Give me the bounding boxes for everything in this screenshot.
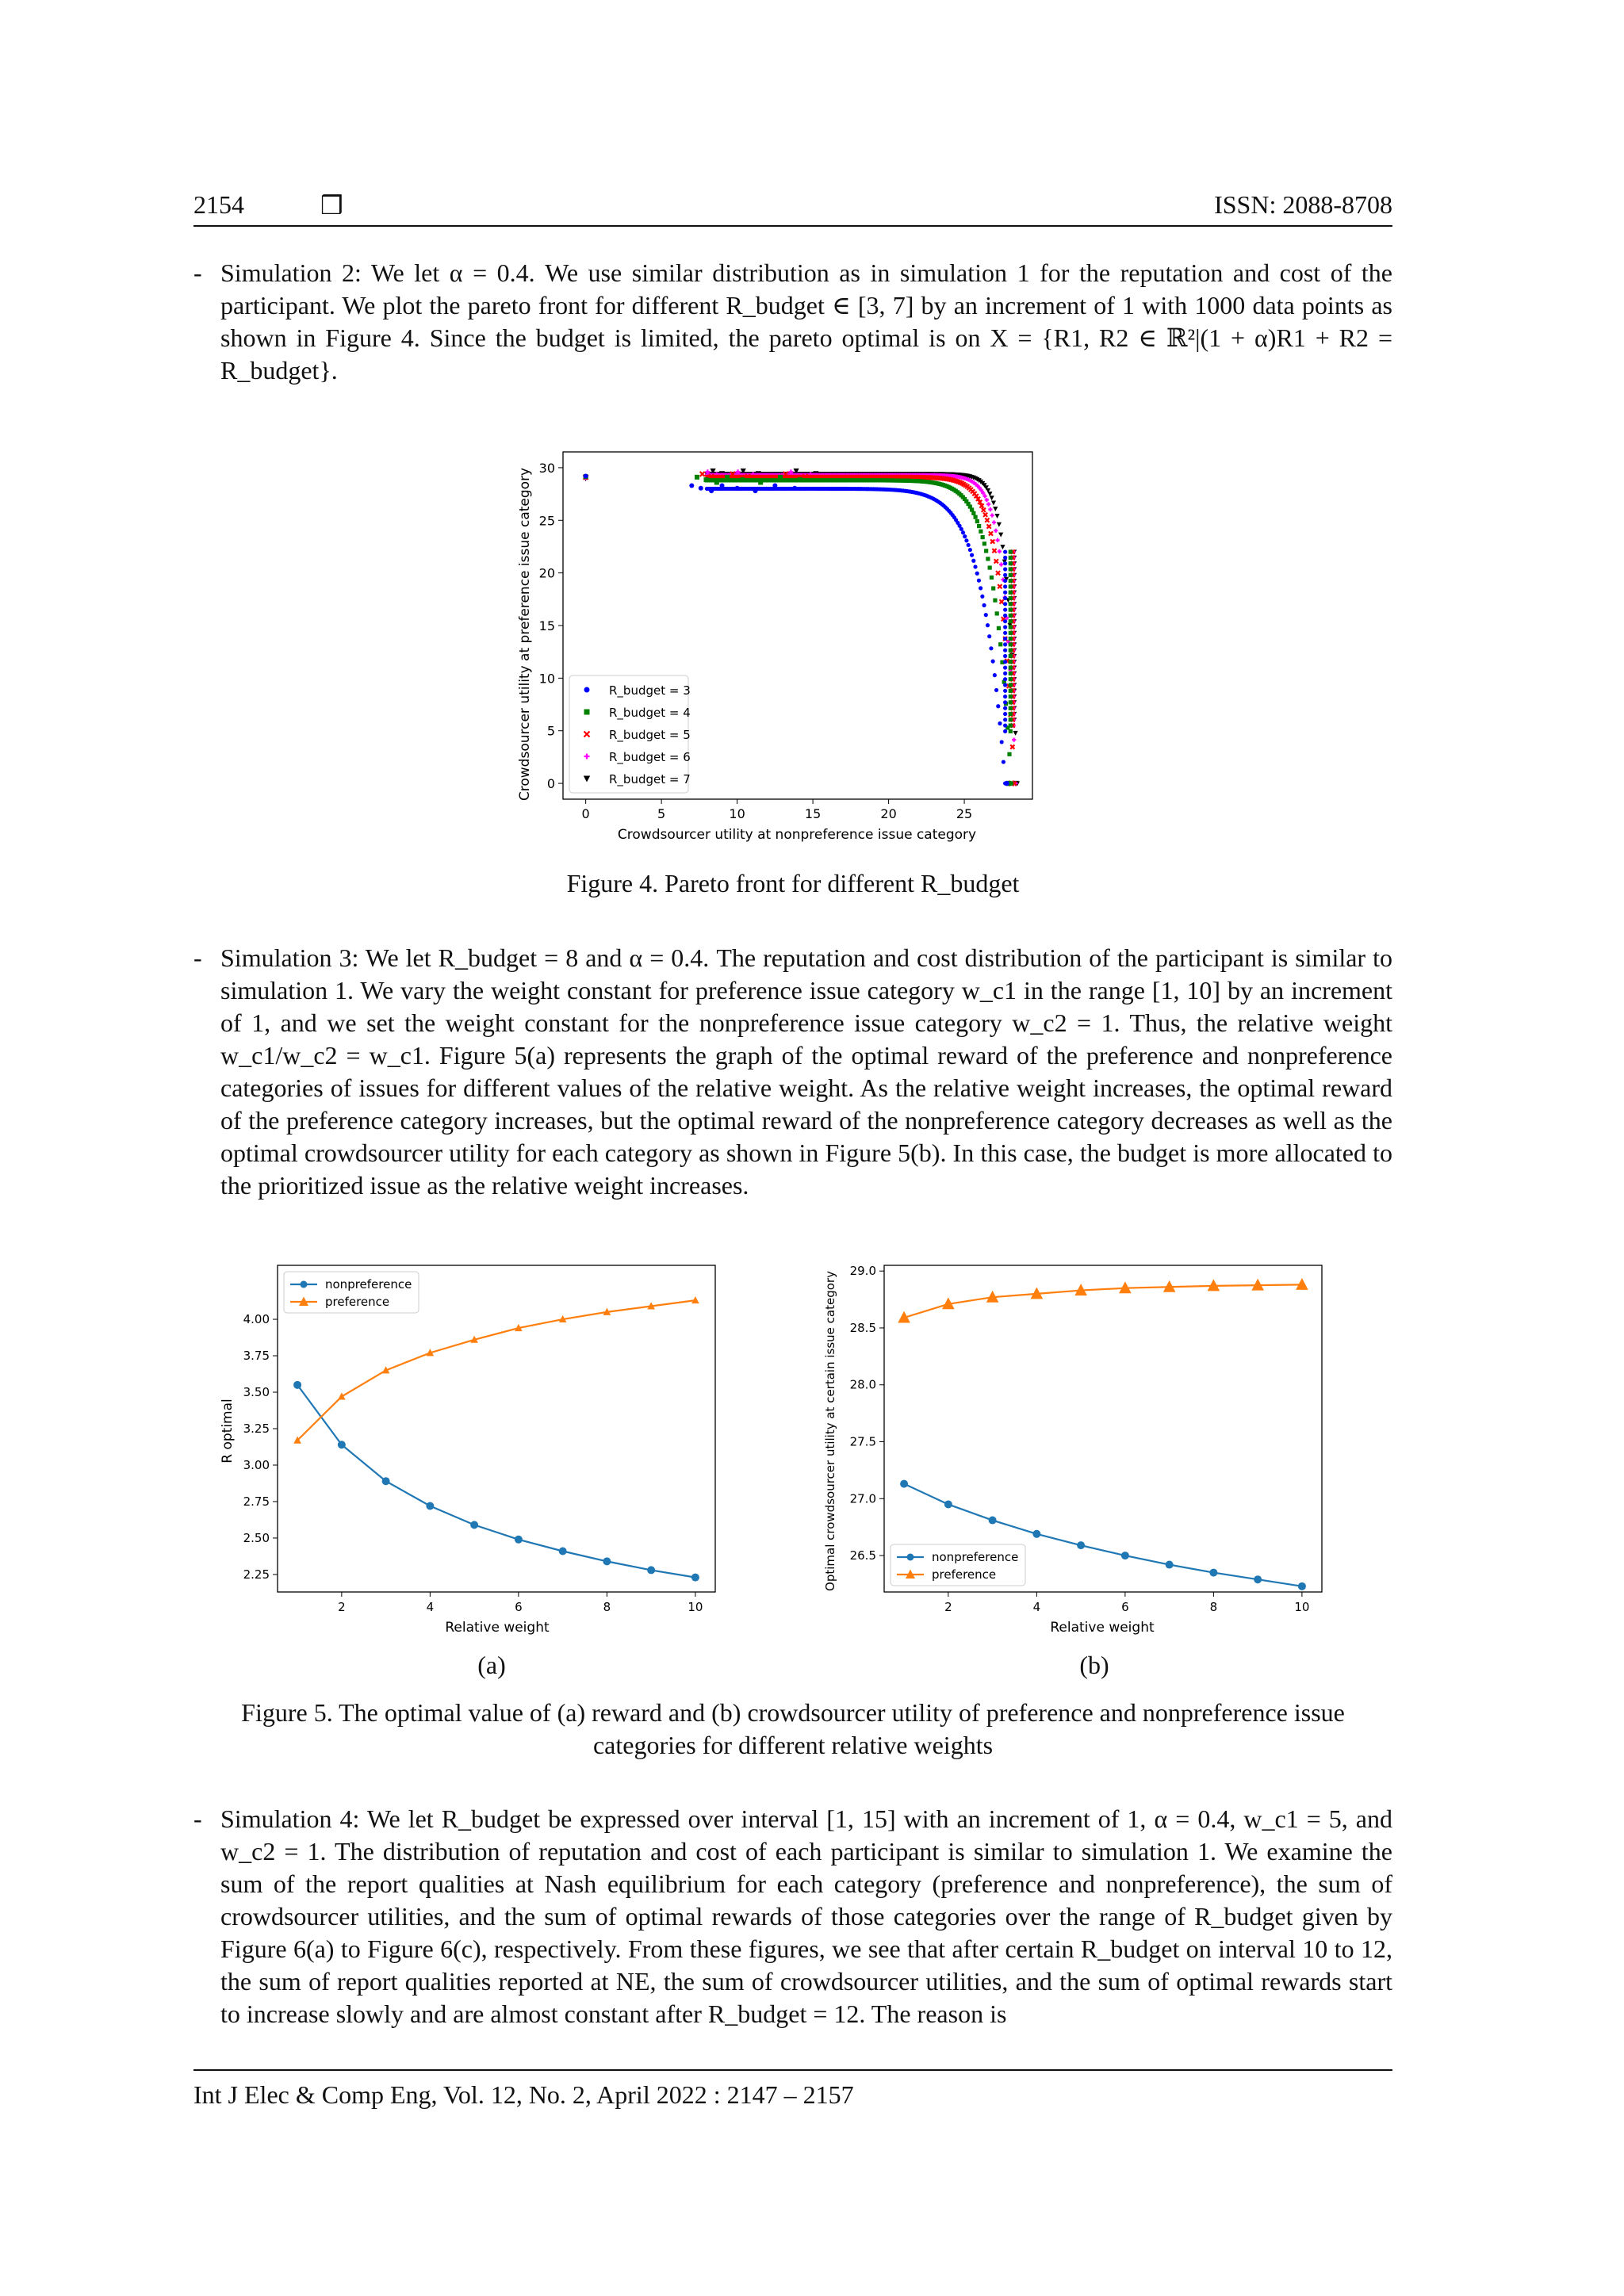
figure-5a-reward-chart <box>214 1253 730 1641</box>
pareto-point <box>1009 660 1013 664</box>
figure-5a-label: (a) <box>477 1651 506 1679</box>
pareto-point <box>1009 556 1013 560</box>
pareto-point <box>989 531 993 535</box>
y-tick-label: 2.50 <box>243 1530 270 1545</box>
pareto-point <box>1003 556 1007 560</box>
pareto-point <box>1003 625 1007 629</box>
pareto-point <box>1009 718 1013 721</box>
legend-marker <box>907 1554 914 1561</box>
page-number: 2154 <box>193 190 244 219</box>
legend-label: R_budget = 5 <box>609 728 691 742</box>
x-tick-label: 0 <box>581 806 590 821</box>
data-point <box>900 1480 908 1488</box>
x-tick-label: 5 <box>657 806 666 821</box>
list-dash: - <box>193 1804 202 1833</box>
y-tick-label: 28.0 <box>849 1377 876 1392</box>
pareto-point <box>584 474 588 479</box>
legend-marker <box>301 1281 308 1288</box>
pareto-point <box>735 486 740 491</box>
pareto-point <box>1009 642 1013 646</box>
pareto-point <box>1010 744 1014 748</box>
pareto-point <box>1003 689 1007 693</box>
pareto-point <box>709 488 714 493</box>
pareto-point <box>725 475 730 480</box>
pareto-point <box>1003 596 1007 600</box>
pareto-point <box>973 564 977 568</box>
pareto-point <box>988 507 992 511</box>
pareto-point <box>963 534 967 538</box>
pareto-point <box>1003 700 1007 704</box>
pareto-point <box>1003 665 1007 669</box>
pareto-point <box>980 595 984 599</box>
y-tick-label: 15 <box>538 618 555 633</box>
pareto-point <box>959 527 963 531</box>
pareto-point <box>1003 712 1007 716</box>
y-tick-label: 3.00 <box>243 1457 270 1472</box>
data-point <box>1298 1582 1306 1590</box>
pareto-point <box>993 673 997 677</box>
simulation-2-text: Simulation 2: We let α = 0.4. We use similar distribution as in simulation 1 for the reputation and cost of the participant. We plot the pareto front for different R_budget ∈ [3, 7] by an increment of 1 with 1000 data points as shown in Figure 4. Since the budget is limited, the pareto optimal is on X = {R1, R2 ∈ ℝ²|(1 + α)R1 + R2 = R_budget}. <box>220 258 1392 385</box>
pareto-point <box>700 472 705 476</box>
pareto-point <box>996 704 1000 708</box>
pareto-point <box>984 613 988 617</box>
pareto-point <box>994 559 998 563</box>
data-point <box>515 1536 523 1544</box>
legend-label: nonpreference <box>325 1277 412 1292</box>
footer-citation: Int J Elec & Comp Eng, Vol. 12, No. 2, April 2022 : 2147 – 2157 <box>193 2080 854 2109</box>
pareto-point <box>1009 637 1013 641</box>
data-point <box>989 1517 997 1525</box>
simulation-2-paragraph <box>193 257 1392 387</box>
list-dash: - <box>193 943 202 972</box>
pareto-point <box>983 513 987 517</box>
data-point <box>1032 1530 1040 1538</box>
pareto-point <box>1003 660 1007 664</box>
pareto-point <box>987 492 992 496</box>
pareto-point <box>1004 781 1009 786</box>
pareto-point <box>1003 631 1007 635</box>
journal-issn: ISSN: 2088-8708 <box>1214 190 1392 219</box>
pareto-point <box>990 540 994 544</box>
pareto-point <box>1003 549 1007 553</box>
pareto-point <box>981 535 985 539</box>
pareto-point <box>991 586 995 590</box>
x-tick-label: 2 <box>338 1600 346 1614</box>
data-point <box>382 1477 390 1485</box>
series-line <box>297 1385 695 1578</box>
pareto-point <box>703 477 708 482</box>
figure-5b-utility-chart <box>817 1253 1332 1641</box>
data-point <box>293 1381 301 1389</box>
pareto-point <box>998 584 1002 588</box>
pareto-point <box>1009 649 1013 652</box>
pareto-point <box>1009 602 1013 606</box>
x-tick-label: 4 <box>426 1600 435 1614</box>
pareto-point <box>977 524 981 528</box>
pareto-point <box>997 522 1002 527</box>
legend-label: R_budget = 6 <box>609 750 691 764</box>
data-point <box>338 1392 346 1399</box>
pareto-point <box>1007 752 1011 756</box>
y-tick-label: 30 <box>538 460 555 476</box>
y-tick-label: 4.00 <box>243 1312 270 1327</box>
data-point <box>691 1574 699 1582</box>
pareto-point <box>975 572 979 576</box>
pareto-point <box>1009 596 1013 600</box>
header-rule <box>193 225 1392 227</box>
data-point <box>1209 1569 1217 1577</box>
pareto-point <box>974 515 978 519</box>
pareto-point <box>987 634 991 638</box>
pareto-point <box>1003 591 1007 595</box>
data-point <box>603 1557 611 1565</box>
pareto-point <box>1009 683 1013 687</box>
pareto-point <box>1009 665 1013 669</box>
y-axis-label: R optimal <box>220 1399 236 1464</box>
pareto-point <box>1009 561 1013 565</box>
y-tick-label: 28.5 <box>849 1320 876 1335</box>
pareto-point <box>1000 740 1004 744</box>
data-point <box>1121 1552 1129 1559</box>
pareto-point <box>1003 706 1007 710</box>
pareto-point <box>1009 677 1013 681</box>
figure-4-pareto-chart <box>508 444 1047 848</box>
pareto-point <box>987 524 991 528</box>
series-line <box>904 1284 1302 1318</box>
plot-frame <box>884 1265 1322 1592</box>
pareto-point <box>993 507 998 511</box>
pareto-point <box>1009 712 1013 716</box>
pareto-point <box>714 480 719 484</box>
pareto-point <box>758 480 763 484</box>
pareto-point <box>968 548 972 552</box>
pareto-point <box>989 646 993 650</box>
pareto-point <box>1003 654 1007 658</box>
pareto-point <box>1009 573 1013 577</box>
pareto-point <box>753 488 758 493</box>
pareto-point <box>1013 731 1017 736</box>
x-tick-label: 8 <box>1209 1600 1218 1614</box>
x-tick-label: 25 <box>956 806 973 821</box>
simulation-4-text: Simulation 4: We let R_budget be expressed over interval [1, 15] with an increment of 1, α = 0.4, w_c1 = 5, and w_c2 = 1. The distribution of reputation and cost of each participant is similar to simulation 1. We examine the sum of the report qualities at Nash equilibrium for each category (preference and nonpreference), the sum of crowdsourcer utilities, and the sum of optimal rewards of those categories over the range of R_budget given by Figure 6(a) to Figure 6(c), respectively. From these figures, we see that after certain R_budget on interval 10 to 12, the sum of report qualities reported at NE, the sum of crowdsourcer utilities, and the sum of optimal rewards start to increase slowly and are almost constant after R_budget = 12. The reason is <box>220 1804 1392 2028</box>
pareto-point <box>988 565 992 569</box>
pareto-point <box>1009 619 1013 623</box>
x-axis-label: Crowdsourcer utility at nonpreference issue category <box>617 827 977 843</box>
legend-label: R_budget = 7 <box>609 772 691 786</box>
pareto-point <box>1003 579 1007 583</box>
data-point <box>1254 1575 1262 1583</box>
pareto-point <box>1009 614 1013 618</box>
pareto-point <box>986 502 990 506</box>
pareto-point <box>994 514 999 519</box>
y-axis-label: Optimal crowdsourcer utility at certain issue category <box>823 1271 837 1591</box>
pareto-point <box>740 477 745 482</box>
y-tick-label: 27.0 <box>849 1491 876 1506</box>
pareto-point <box>1003 602 1007 606</box>
x-tick-label: 2 <box>944 1600 952 1614</box>
pareto-point <box>982 541 986 545</box>
pareto-point <box>699 486 703 491</box>
y-tick-label: 27.5 <box>849 1434 876 1449</box>
pareto-point <box>985 519 989 522</box>
y-tick-label: 26.5 <box>849 1548 876 1563</box>
data-point <box>944 1500 952 1508</box>
pareto-point <box>1009 689 1013 693</box>
pareto-point <box>998 549 1002 553</box>
pareto-point <box>1009 729 1013 733</box>
pareto-point <box>994 688 998 692</box>
legend-label: nonpreference <box>932 1550 1019 1564</box>
pareto-point <box>1003 649 1007 652</box>
pareto-point <box>993 599 997 603</box>
pareto-point <box>798 477 802 482</box>
pareto-point <box>982 508 986 512</box>
pareto-point <box>1009 706 1013 710</box>
pareto-point <box>970 553 974 557</box>
pareto-point <box>1000 545 1005 549</box>
pareto-point <box>977 579 981 583</box>
pareto-point <box>772 483 777 488</box>
y-tick-label: 3.50 <box>243 1385 270 1400</box>
pareto-point <box>792 486 797 491</box>
x-tick-label: 6 <box>1121 1600 1129 1614</box>
header-symbol: ❒ <box>320 191 343 220</box>
pareto-point <box>992 520 996 524</box>
pareto-point <box>1003 567 1007 571</box>
y-axis-label: Crowdsourcer utility at preference issue category <box>517 467 533 802</box>
pareto-point <box>984 549 988 553</box>
legend-marker <box>584 710 590 715</box>
x-tick-label: 15 <box>804 806 822 821</box>
y-tick-label: 0 <box>546 776 555 792</box>
legend-marker <box>584 687 590 693</box>
pareto-point <box>982 603 986 607</box>
pareto-point <box>695 475 699 480</box>
y-tick-label: 3.75 <box>243 1349 270 1364</box>
y-tick-label: 2.75 <box>243 1494 270 1509</box>
pareto-point <box>720 483 725 488</box>
y-tick-label: 20 <box>538 565 555 581</box>
simulation-4-paragraph <box>193 1803 1392 2030</box>
pareto-point <box>1009 700 1013 704</box>
footer-rule <box>193 2069 1392 2071</box>
pareto-point <box>990 576 994 580</box>
figure-5b-label: (b) <box>1079 1651 1109 1679</box>
x-tick-label: 10 <box>688 1600 703 1614</box>
pareto-point <box>1009 567 1013 571</box>
pareto-point <box>961 530 965 534</box>
y-tick-label: 3.25 <box>243 1422 270 1436</box>
simulation-3-text: Simulation 3: We let R_budget = 8 and α = 0.4. The reputation and cost distribution of the participant is similar to simulation 1. We vary the weight constant for preference issue category w_c1 in the range [1, 10] by an increment of 1, and we set the weight constant for the nonpreference issue category w_c2 = 1. Thus, the relative weight w_c1/w_c2 = w_c1. Figure 5(a) represents the graph of the optimal reward of the preference and nonpreference categories of issues for different values of the relative weight. As the relative weight increases, the optimal reward of the preference category increases, but the optimal reward of the nonpreference category decreases as well as the optimal crowdsourcer utility for each category as shown in Figure 5(b). In this case, the budget is more allocated to the prioritized issue as the relative weight increases. <box>220 943 1392 1200</box>
data-point <box>647 1566 655 1574</box>
pareto-point <box>1009 579 1013 583</box>
pareto-point <box>985 498 989 502</box>
pareto-point <box>995 538 999 542</box>
pareto-point <box>778 475 783 480</box>
pareto-point <box>986 623 990 627</box>
pareto-point <box>1009 591 1013 595</box>
y-tick-label: 5 <box>546 723 555 739</box>
pareto-point <box>999 562 1003 566</box>
figure-5-caption: Figure 5. The optimal value of (a) reward and (b) crowdsourcer utility of preference and nonpreference issue categories for different relative weights <box>241 1698 1345 1759</box>
list-dash: - <box>193 258 202 287</box>
plot-frame <box>278 1265 715 1592</box>
pareto-point <box>995 611 999 615</box>
pareto-point <box>997 626 1001 630</box>
data-point <box>426 1502 434 1510</box>
x-tick-label: 20 <box>880 806 897 821</box>
data-point <box>1077 1541 1085 1549</box>
pareto-point <box>1003 695 1007 698</box>
x-axis-label: Relative weight <box>1050 1620 1155 1636</box>
pareto-point <box>1003 723 1007 727</box>
pareto-point <box>1009 654 1013 658</box>
pareto-point <box>1003 729 1007 733</box>
pareto-point <box>975 519 979 523</box>
pareto-point <box>971 511 975 515</box>
pareto-point <box>992 549 996 553</box>
x-tick-label: 8 <box>603 1600 611 1614</box>
pareto-point <box>991 660 995 664</box>
legend-label: R_budget = 4 <box>609 706 691 720</box>
data-point <box>338 1441 346 1448</box>
data-point <box>470 1521 478 1529</box>
pareto-point <box>998 642 1002 646</box>
y-tick-label: 10 <box>538 671 555 687</box>
pareto-point <box>996 571 1000 575</box>
pareto-point <box>1003 561 1007 565</box>
pareto-point <box>986 557 990 561</box>
series-line <box>297 1300 695 1441</box>
pareto-point <box>991 501 996 506</box>
pareto-point <box>1009 631 1013 635</box>
data-point <box>1166 1561 1174 1569</box>
pareto-point <box>964 538 968 542</box>
x-tick-label: 6 <box>515 1600 523 1614</box>
x-axis-label: Relative weight <box>445 1620 550 1636</box>
pareto-point <box>1009 695 1013 698</box>
pareto-point <box>1003 584 1007 588</box>
pareto-point <box>1012 738 1016 742</box>
x-tick-label: 4 <box>1032 1600 1041 1614</box>
legend-label: R_budget = 3 <box>609 683 691 698</box>
simulation-3-paragraph <box>193 942 1392 1202</box>
pareto-point <box>1009 607 1013 611</box>
pareto-point <box>998 721 1002 725</box>
pareto-point <box>979 586 982 590</box>
data-point <box>559 1548 567 1556</box>
pareto-point <box>967 543 971 547</box>
pareto-point <box>1003 672 1007 675</box>
x-tick-label: 10 <box>1294 1600 1310 1614</box>
pareto-point <box>990 513 994 517</box>
pareto-point <box>1003 573 1007 577</box>
figure-4-caption: Figure 4. Pareto front for different R_budget <box>566 869 1020 897</box>
pareto-point <box>1003 637 1007 641</box>
x-tick-label: 10 <box>729 806 745 821</box>
pareto-point <box>971 559 975 563</box>
pareto-point <box>994 529 998 533</box>
pareto-point <box>1003 677 1007 681</box>
pareto-point <box>1003 619 1007 623</box>
pareto-point <box>998 533 1003 538</box>
pareto-point <box>1002 760 1005 763</box>
legend-label: preference <box>325 1295 390 1309</box>
pareto-point <box>1003 607 1007 611</box>
pareto-point <box>1009 672 1013 675</box>
pareto-point <box>1003 614 1007 618</box>
y-tick-label: 2.25 <box>243 1567 270 1582</box>
legend-label: preference <box>932 1567 997 1582</box>
pareto-point <box>1003 683 1007 687</box>
pareto-point <box>979 530 982 534</box>
pareto-point <box>990 496 994 500</box>
pareto-point <box>1003 642 1007 646</box>
pareto-point <box>1009 723 1013 727</box>
pareto-point <box>689 483 694 488</box>
y-tick-label: 29.0 <box>849 1264 876 1279</box>
pareto-point <box>1009 584 1013 588</box>
pareto-point <box>1000 599 1004 603</box>
y-tick-label: 25 <box>538 513 555 529</box>
pareto-point <box>1009 625 1013 629</box>
pareto-point <box>1003 718 1007 721</box>
pareto-point <box>1009 549 1013 553</box>
